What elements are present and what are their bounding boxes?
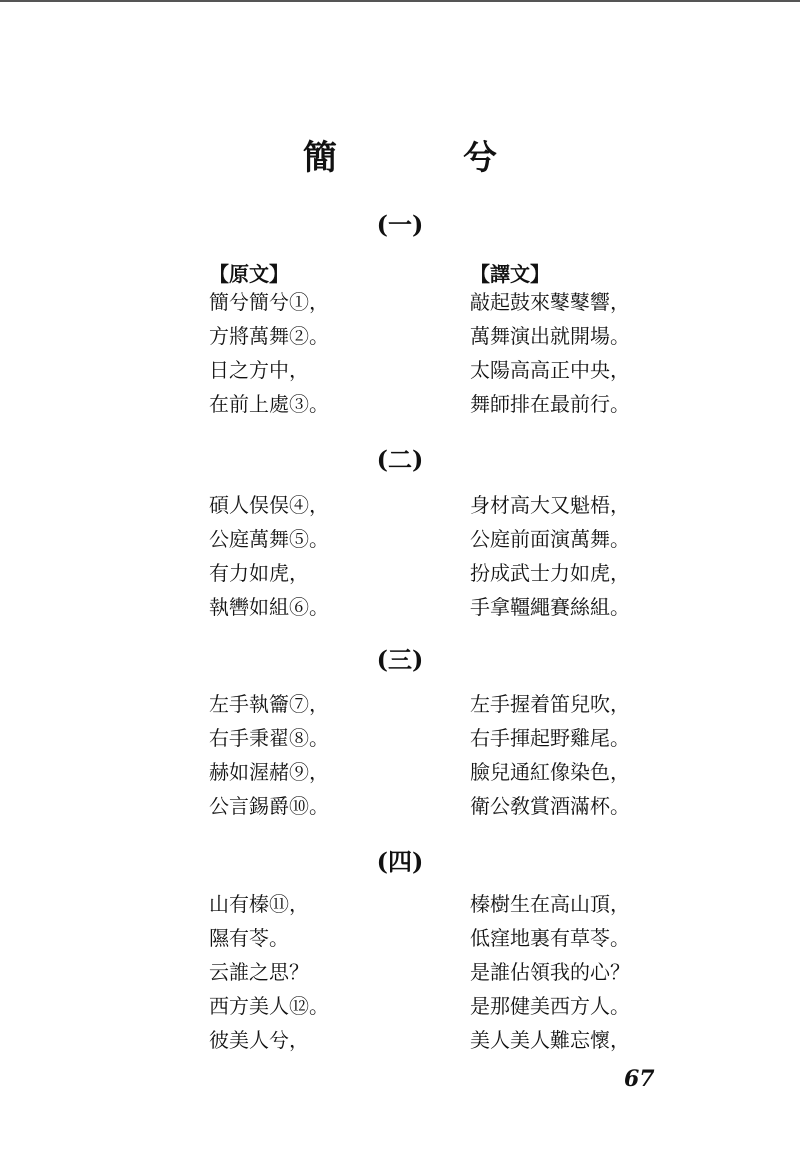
translation-line: 低窪地裏有草苓。 [470, 926, 630, 950]
translation-line: 左手握着笛兒吹， [470, 692, 630, 716]
translation-line: 扮成武士力如虎， [470, 561, 630, 585]
original-line: 方將萬舞②。 [209, 324, 329, 348]
original-line: 赫如渥赭⑨， [209, 760, 329, 784]
original-line: 在前上處③。 [209, 392, 329, 416]
section-heading-1: (一) [376, 210, 424, 239]
page-number: 67 [624, 1066, 655, 1092]
translation-line: 是那健美西方人。 [470, 994, 630, 1018]
translation-line: 右手揮起野雞尾。 [470, 726, 630, 750]
translation-line: 臉兒通紅像染色， [470, 760, 630, 784]
translation-column-header: 【譯文】 [470, 262, 550, 286]
original-line: 左手執籥⑦， [209, 692, 329, 716]
translation-line: 萬舞演出就開場。 [470, 324, 630, 348]
translation-line: 太陽高高正中央， [470, 358, 630, 382]
original-line: 隰有苓。 [209, 926, 289, 950]
section-heading-2: (二) [376, 445, 424, 474]
original-line: 西方美人⑫。 [209, 994, 329, 1018]
original-line: 山有榛⑪， [209, 892, 309, 916]
translation-line: 榛樹生在高山頂， [470, 892, 630, 916]
original-line: 簡兮簡兮①， [209, 290, 329, 314]
original-line: 碩人俣俣④， [209, 493, 329, 517]
section-heading-4: (四) [376, 847, 424, 876]
translation-line: 美人美人難忘懷， [470, 1028, 630, 1052]
original-line: 執轡如組⑥。 [209, 595, 329, 619]
translation-line: 公庭前面演萬舞。 [470, 527, 630, 551]
original-column-header: 【原文】 [209, 262, 289, 286]
original-line: 有力如虎， [209, 561, 309, 585]
translation-line: 是誰佔領我的心？ [470, 960, 630, 984]
original-line: 彼美人兮， [209, 1028, 309, 1052]
translation-line: 敲起鼓來鼕鼕響， [470, 290, 630, 314]
translation-line: 衛公敎賞酒滿杯。 [470, 794, 630, 818]
original-line: 公言錫爵⑩。 [209, 794, 329, 818]
original-line: 云誰之思？ [209, 960, 309, 984]
original-line: 公庭萬舞⑤。 [209, 527, 329, 551]
original-line: 日之方中， [209, 358, 309, 382]
translation-line: 手拿韁繩賽絲組。 [470, 595, 630, 619]
page-title: 簡 兮 [303, 138, 543, 178]
top-border-rule [0, 0, 800, 2]
translation-line: 舞師排在最前行。 [470, 392, 630, 416]
original-line: 右手秉翟⑧。 [209, 726, 329, 750]
section-heading-3: (三) [376, 645, 424, 674]
translation-line: 身材高大又魁梧， [470, 493, 630, 517]
